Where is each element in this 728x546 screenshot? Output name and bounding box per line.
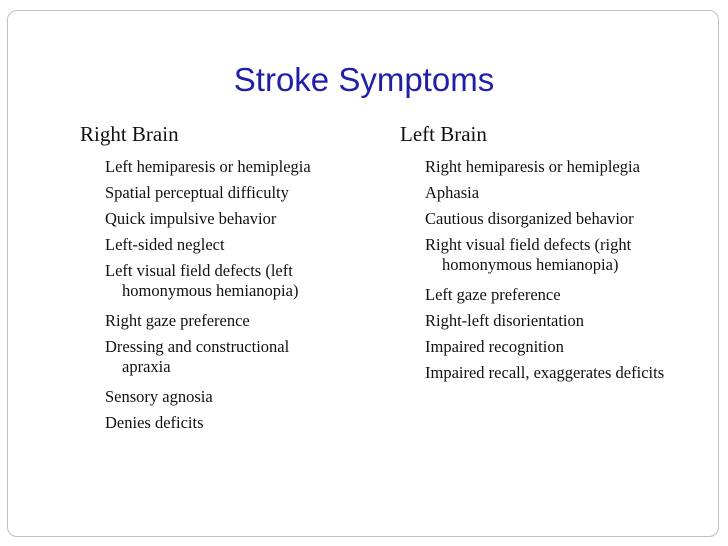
- right-brain-list: [80, 154, 380, 436]
- left-brain-column: [400, 120, 700, 390]
- right-brain-heading: Right Brain: [80, 122, 179, 146]
- list-item: Left visual field defects (left homonymous hemianopia): [105, 261, 299, 300]
- list-item: Dressing and constructional apraxia: [105, 337, 290, 376]
- list-item: Impaired recognition: [425, 337, 564, 356]
- list-item: Impaired recall, exaggerates deficits: [425, 363, 665, 382]
- left-brain-heading: Left Brain: [400, 122, 487, 146]
- right-brain-column: [80, 120, 380, 436]
- left-brain-list: [400, 154, 700, 383]
- list-item: Right visual field defects (right homonymous hemianopia): [425, 235, 632, 274]
- list-item: Denies deficits: [105, 413, 204, 432]
- slide-title: Stroke Symptoms: [233, 61, 495, 98]
- list-item: Cautious disorganized behavior: [425, 209, 634, 228]
- list-item: Right hemiparesis or hemiplegia: [425, 157, 640, 176]
- list-item: Spatial perceptual difficulty: [105, 183, 289, 202]
- list-item: Left-sided neglect: [105, 235, 225, 254]
- list-item: Sensory agnosia: [105, 387, 213, 406]
- list-item: Left gaze preference: [425, 285, 561, 304]
- list-item: Right-left disorientation: [425, 311, 585, 330]
- list-item: Left hemiparesis or hemiplegia: [105, 157, 311, 176]
- list-item: Quick impulsive behavior: [105, 209, 277, 228]
- list-item: Aphasia: [425, 183, 480, 202]
- list-item: Right gaze preference: [105, 311, 250, 330]
